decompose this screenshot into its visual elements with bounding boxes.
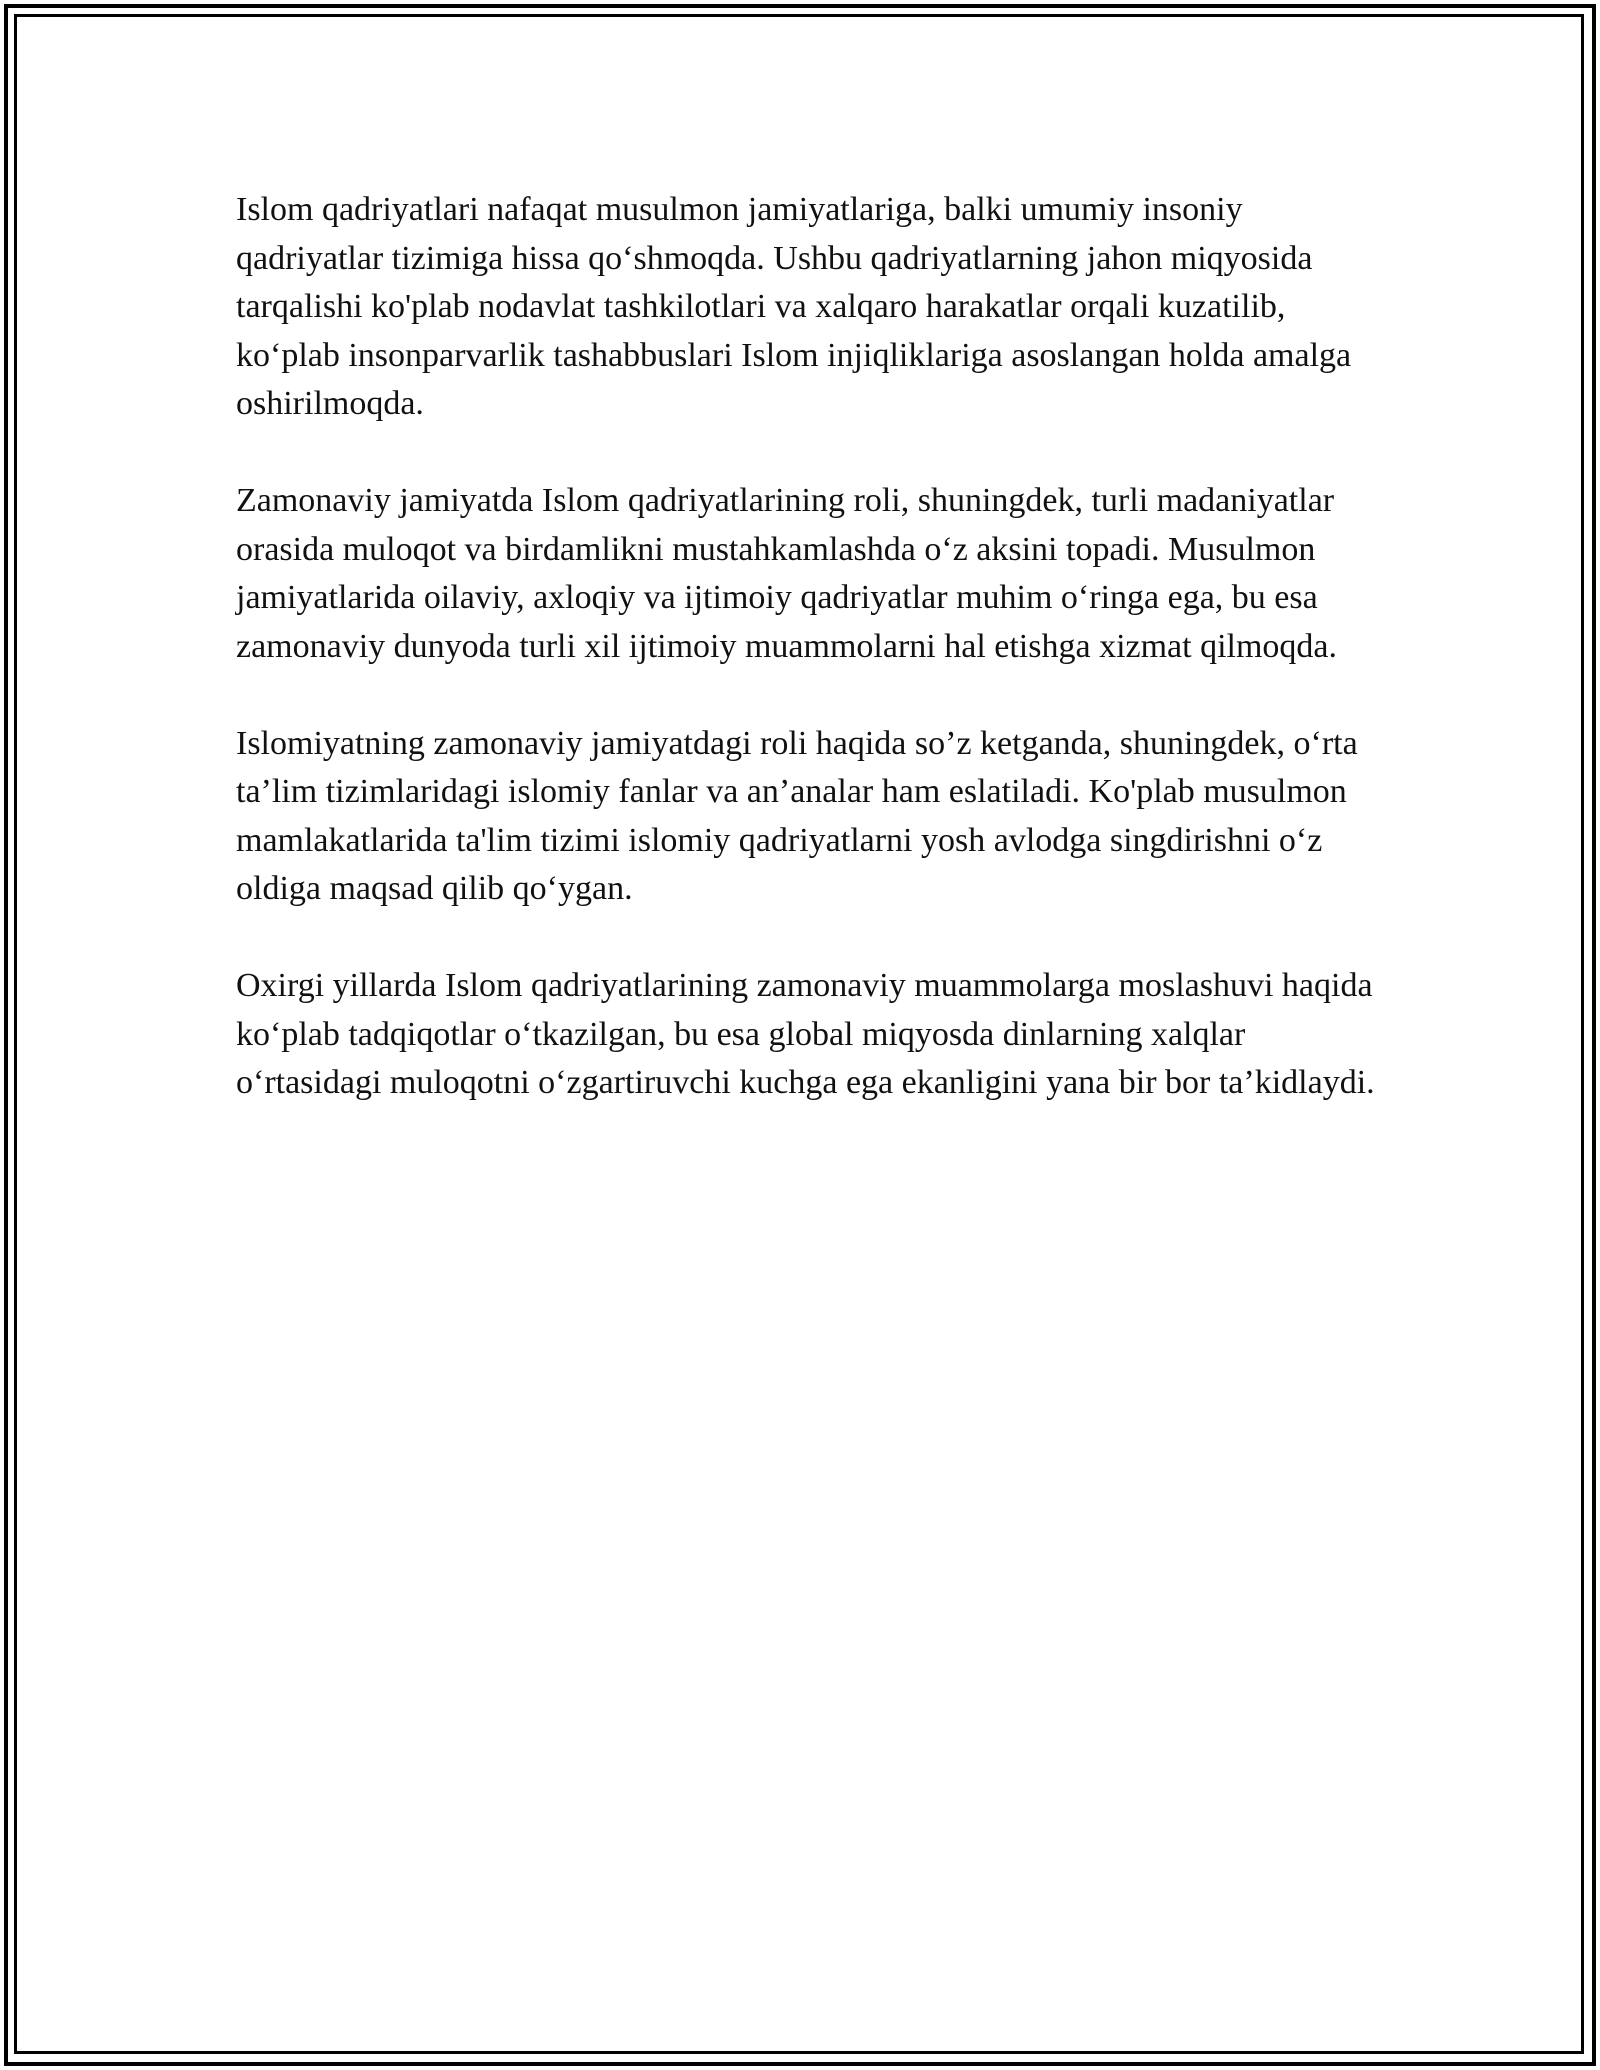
document-body <box>236 186 1376 1156</box>
paragraph-1: Islom qadriyatlari nafaqat musulmon jamiyatlariga, balki umumiy insoniy qadriyatlar tizimiga hissa qo‘shmoqda. Ushbu qadriyatlarning jahon miqyosida tarqalishi ko'plab nodavlat tashkilotlari va xalqaro harakatlar orqali kuzatilib, ko‘plab insonparvarlik tashabbuslari Islom injiqliklariga asoslangan holda amalga oshirilmoqda. <box>236 191 1352 422</box>
paragraph-3: Islomiyatning zamonaviy jamiyatdagi roli haqida so’z ketganda, shuningdek, o‘rta ta’lim tizimlaridagi islomiy fanlar va an’analar ham eslatiladi. Ko'plab musulmon mamlakatlarida ta'lim tizimi islomiy qadriyatlarni yosh avlodga singdirishni o‘z oldiga maqsad qilib qo‘ygan. <box>236 724 1358 907</box>
paragraph-4: Oxirgi yillarda Islom qadriyatlarining zamonaviy muammolarga moslashuvi haqida ko‘plab tadqiqotlar o‘tkazilgan, bu esa global miqyosda dinlarning xalqlar o‘rtasidagi muloqotni o‘zgartiruvchi kuchga ega ekanligini yana bir bor ta’kidlaydi. <box>236 967 1375 1101</box>
paragraph-2: Zamonaviy jamiyatda Islom qadriyatlarining roli, shuningdek, turli madaniyatlar orasida muloqot va birdamlikni mustahkamlashda o‘z aksini topadi. Musulmon jamiyatlarida oilaviy, axloqiy va ijtimoiy qadriyatlar muhim o‘ringa ega, bu esa zamonaviy dunyoda turli xil ijtimoiy muammolarni hal etishga xizmat qilmoqda. <box>236 482 1338 665</box>
